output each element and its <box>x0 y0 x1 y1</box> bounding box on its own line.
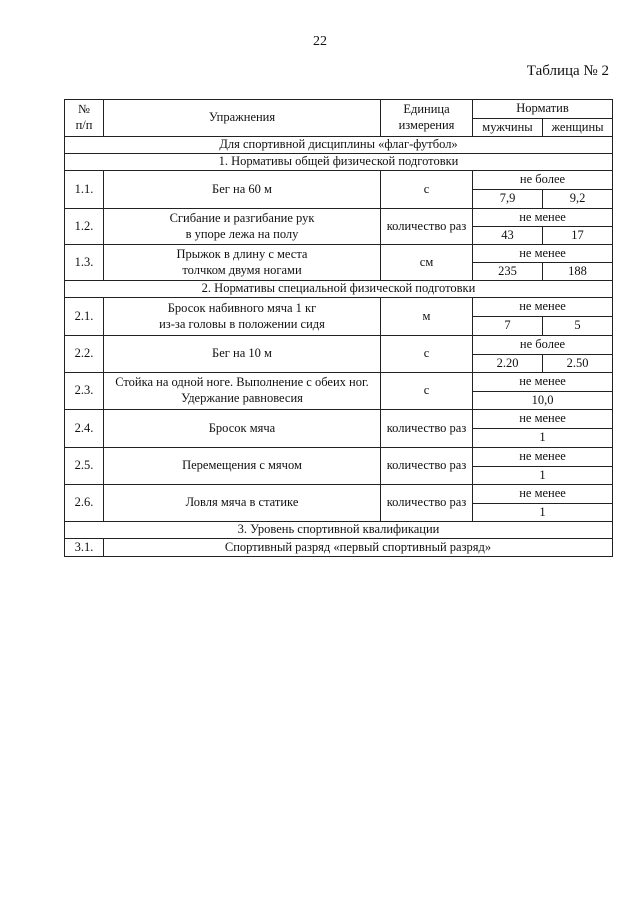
row-value: 1 <box>473 504 613 522</box>
row-men-value: 2.20 <box>473 355 543 373</box>
row-condition: не менее <box>473 448 613 467</box>
row-condition: не менее <box>473 298 613 317</box>
header-norm: Норматив <box>473 100 613 119</box>
row-value: 1 <box>473 467 613 485</box>
table-row <box>65 171 613 190</box>
row-unit: количество раз <box>381 410 473 448</box>
header-exercise: Упражнения <box>104 100 381 137</box>
row-number: 3.1. <box>65 539 104 557</box>
header-men: мужчины <box>473 119 543 137</box>
table-row <box>65 373 613 392</box>
row-unit: количество раз <box>381 448 473 485</box>
row-men-value: 7 <box>473 317 543 336</box>
table-row <box>65 539 613 557</box>
row-unit: с <box>381 171 473 209</box>
table-row <box>65 336 613 355</box>
header-number: № п/п <box>65 100 104 137</box>
row-value: 1 <box>473 429 613 448</box>
row-number: 1.1. <box>65 171 104 209</box>
row-exercise: Прыжок в длину с места толчком двумя ногами <box>104 245 381 281</box>
table-row <box>65 410 613 429</box>
row-condition: не менее <box>473 485 613 504</box>
row-condition: не менее <box>473 245 613 263</box>
section-title: 3. Уровень спортивной квалификации <box>65 522 613 539</box>
row-exercise: Сгибание и разгибание рук в упоре лежа на полу <box>104 209 381 245</box>
section-row <box>65 154 613 171</box>
section-row <box>65 522 613 539</box>
row-exercise: Ловля мяча в статике <box>104 485 381 522</box>
discipline-row <box>65 137 613 154</box>
header-unit: Единица измерения <box>381 100 473 137</box>
row-number: 2.1. <box>65 298 104 336</box>
section-row <box>65 281 613 298</box>
section-title: 1. Нормативы общей физической подготовки <box>65 154 613 171</box>
row-unit: с <box>381 373 473 410</box>
row-number: 2.6. <box>65 485 104 522</box>
row-number: 2.3. <box>65 373 104 410</box>
row-exercise: Стойка на одной ноге. Выполнение с обеих ног. Удержание равновесия <box>104 373 381 410</box>
row-men-value: 43 <box>473 227 543 245</box>
row-unit: количество раз <box>381 485 473 522</box>
row-number: 2.4. <box>65 410 104 448</box>
row-number: 2.5. <box>65 448 104 485</box>
row-unit: см <box>381 245 473 281</box>
row-women-value: 5 <box>543 317 613 336</box>
table-row <box>65 298 613 317</box>
row-women-value: 9,2 <box>543 190 613 209</box>
row-condition: не менее <box>473 373 613 392</box>
table-row <box>65 209 613 227</box>
row-condition: не менее <box>473 410 613 429</box>
table-row <box>65 485 613 504</box>
row-exercise: Бросок набивного мяча 1 кг из-за головы в положении сидя <box>104 298 381 336</box>
row-condition: не менее <box>473 209 613 227</box>
row-unit: м <box>381 298 473 336</box>
normatives-table <box>64 99 613 557</box>
row-women-value: 17 <box>543 227 613 245</box>
row-unit: с <box>381 336 473 373</box>
table-row <box>65 245 613 263</box>
row-men-value: 235 <box>473 263 543 281</box>
row-number: 1.3. <box>65 245 104 281</box>
row-exercise: Бросок мяча <box>104 410 381 448</box>
row-number: 2.2. <box>65 336 104 373</box>
table-row <box>65 448 613 467</box>
row-women-value: 2.50 <box>543 355 613 373</box>
row-full-text: Спортивный разряд «первый спортивный разряд» <box>104 539 613 557</box>
page-number: 22 <box>313 34 327 49</box>
row-exercise: Бег на 10 м <box>104 336 381 373</box>
row-exercise: Перемещения с мячом <box>104 448 381 485</box>
discipline-title: Для спортивной дисциплины «флаг-футбол» <box>65 137 613 154</box>
table-title: Таблица № 2 <box>526 63 609 79</box>
header-row <box>65 100 613 119</box>
row-number: 1.2. <box>65 209 104 245</box>
row-men-value: 7,9 <box>473 190 543 209</box>
row-value: 10,0 <box>473 392 613 410</box>
row-condition: не более <box>473 336 613 355</box>
row-women-value: 188 <box>543 263 613 281</box>
row-unit: количество раз <box>381 209 473 245</box>
section-title: 2. Нормативы специальной физической подготовки <box>65 281 613 298</box>
header-women: женщины <box>543 119 613 137</box>
row-condition: не более <box>473 171 613 190</box>
row-exercise: Бег на 60 м <box>104 171 381 209</box>
